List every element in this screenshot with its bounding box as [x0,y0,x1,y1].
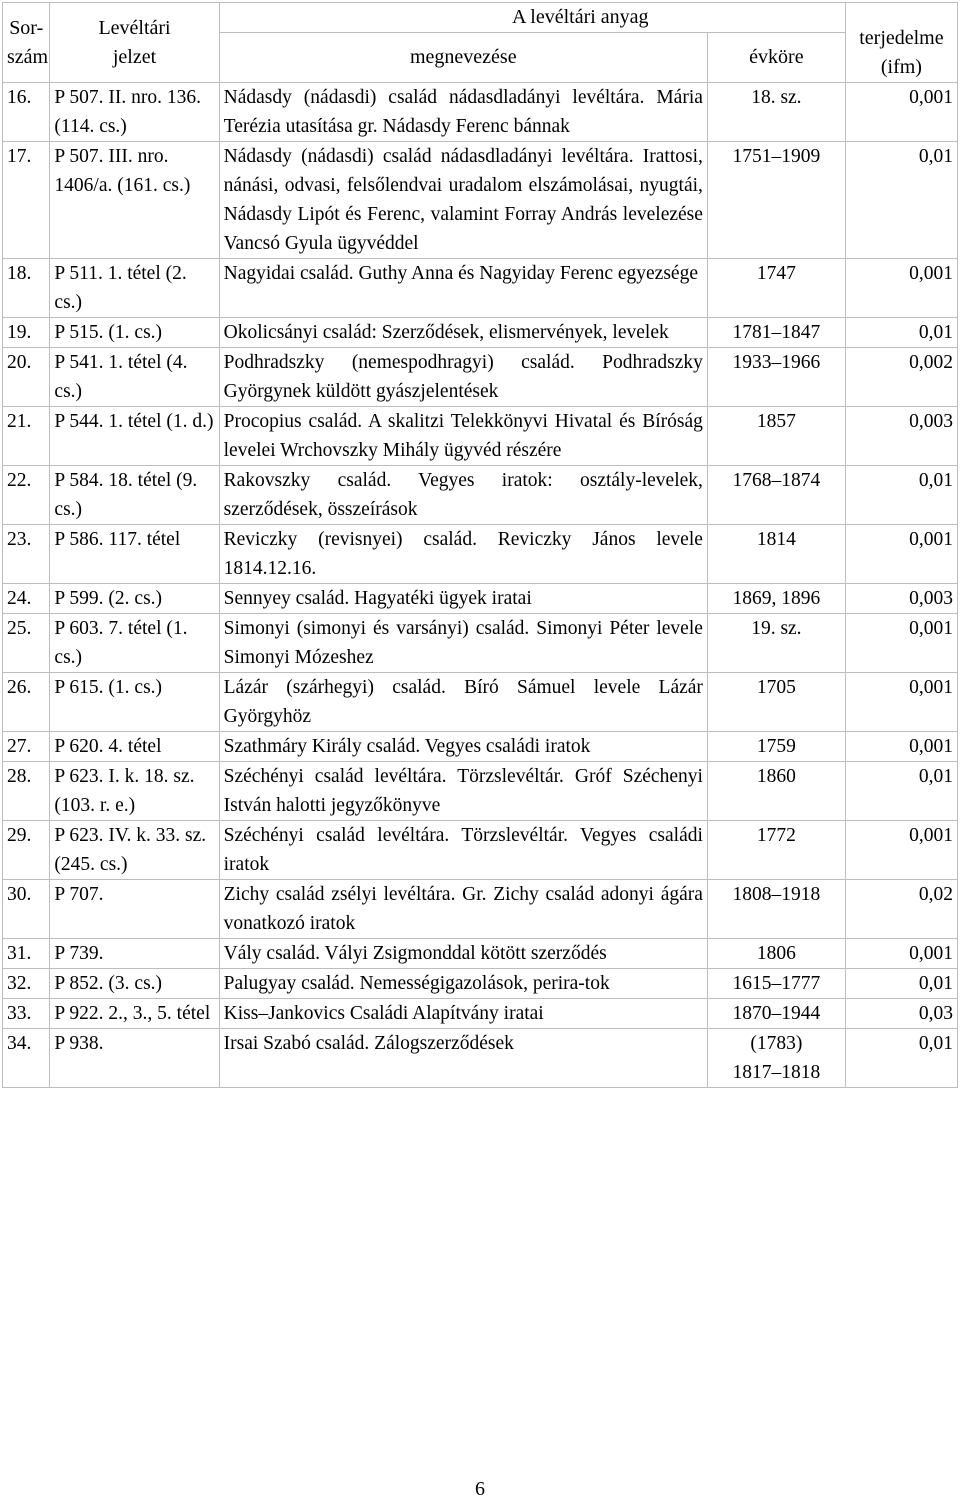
header-years: évköre [707,33,845,83]
table-row [3,969,958,999]
table-row [3,466,958,525]
date-range: 1808–1918 [707,880,845,939]
material-name: Rakovszky család. Vegyes iratok: osztály-levelek, szerződések, összeírások [219,466,707,525]
date-range: 1869, 1896 [707,584,845,614]
material-name: Okolicsányi család: Szerződések, elismervények, levelek [219,318,707,348]
extent-ifm: 0,001 [845,939,957,969]
extent-ifm: 0,003 [845,407,957,466]
material-name: Palugyay család. Nemességigazolások, perira-tok [219,969,707,999]
extent-ifm: 0,01 [845,762,957,821]
archive-reference: P 511. 1. tétel (2. cs.) [50,259,219,318]
row-number: 28. [3,762,50,821]
table-row [3,83,958,142]
extent-ifm: 0,01 [845,466,957,525]
table-row [3,880,958,939]
table-row [3,939,958,969]
row-number: 20. [3,348,50,407]
extent-ifm: 0,01 [845,142,957,259]
table-row [3,999,958,1029]
date-range: 1705 [707,673,845,732]
row-number: 33. [3,999,50,1029]
extent-ifm: 0,01 [845,1029,957,1088]
date-range: 1615–1777 [707,969,845,999]
table-row [3,1029,958,1088]
material-name: Reviczky (revisnyei) család. Reviczky János levele 1814.12.16. [219,525,707,584]
archive-reference: P 515. (1. cs.) [50,318,219,348]
row-number: 26. [3,673,50,732]
header-group: A levéltári anyag [219,3,845,33]
material-name: Irsai Szabó család. Zálogszerződések [219,1029,707,1088]
row-number: 18. [3,259,50,318]
extent-ifm: 0,001 [845,821,957,880]
material-name: Széchényi család levéltára. Törzslevéltár. Vegyes családi iratok [219,821,707,880]
table-row [3,584,958,614]
row-number: 21. [3,407,50,466]
archive-reference: P 739. [50,939,219,969]
page-number: 6 [475,1478,485,1500]
table-row [3,259,958,318]
archive-reference: P 507. II. nro. 136. (114. cs.) [50,83,219,142]
row-number: 24. [3,584,50,614]
table-row [3,821,958,880]
row-number: 22. [3,466,50,525]
row-number: 30. [3,880,50,939]
date-range: 1751–1909 [707,142,845,259]
date-range: 1759 [707,732,845,762]
date-range: 1781–1847 [707,318,845,348]
archive-reference: P 584. 18. tétel (9. cs.) [50,466,219,525]
table-row [3,348,958,407]
table-row [3,673,958,732]
date-range: 1860 [707,762,845,821]
table-row [3,614,958,673]
material-name: Vály család. Vályi Zsigmonddal kötött szerződés [219,939,707,969]
header-name: megnevezése [219,33,707,83]
archive-reference: P 507. III. nro. 1406/a. (161. cs.) [50,142,219,259]
material-name: Nádasdy (nádasdi) család nádasdladányi levéltára. Irattosi, nánási, odvasi, felsőlendvai uradalom elszámolásai, nyugtái, Nádasdy Lipót és Ferenc, valamint Forray András levelezése Vancsó Gyula ügyvéddel [219,142,707,259]
extent-ifm: 0,001 [845,525,957,584]
extent-ifm: 0,02 [845,880,957,939]
archive-reference: P 938. [50,1029,219,1088]
material-name: Széchényi család levéltára. Törzslevéltár. Gróf Széchenyi István halotti jegyzőkönyve [219,762,707,821]
archive-reference: P 603. 7. tétel (1. cs.) [50,614,219,673]
date-range: 1933–1966 [707,348,845,407]
date-range: 1857 [707,407,845,466]
row-number: 19. [3,318,50,348]
archive-reference: P 623. I. k. 18. sz. (103. r. e.) [50,762,219,821]
row-number: 32. [3,969,50,999]
extent-ifm: 0,03 [845,999,957,1029]
date-range: 1814 [707,525,845,584]
extent-ifm: 0,002 [845,348,957,407]
date-range: 1772 [707,821,845,880]
date-range: 19. sz. [707,614,845,673]
material-name: Zichy család zsélyi levéltára. Gr. Zichy család adonyi ágára vonatkozó iratok [219,880,707,939]
table-row [3,525,958,584]
extent-ifm: 0,01 [845,318,957,348]
extent-ifm: 0,001 [845,83,957,142]
date-range: 1747 [707,259,845,318]
extent-ifm: 0,001 [845,732,957,762]
material-name: Nagyidai család. Guthy Anna és Nagyiday Ferenc egyezsége [219,259,707,318]
extent-ifm: 0,001 [845,673,957,732]
material-name: Nádasdy (nádasdi) család nádasdladányi levéltára. Mária Terézia utasítása gr. Nádasdy Ferenc bánnak [219,83,707,142]
row-number: 34. [3,1029,50,1088]
archive-reference: P 599. (2. cs.) [50,584,219,614]
archive-reference: P 620. 4. tétel [50,732,219,762]
archive-reference: P 623. IV. k. 33. sz. (245. cs.) [50,821,219,880]
material-name: Simonyi (simonyi és varsányi) család. Simonyi Péter levele Simonyi Mózeshez [219,614,707,673]
archive-reference: P 541. 1. tétel (4. cs.) [50,348,219,407]
header-no: Sor- szám [3,3,50,83]
table-row [3,732,958,762]
table-header [3,3,958,83]
archive-reference: P 586. 117. tétel [50,525,219,584]
archive-reference: P 707. [50,880,219,939]
extent-ifm: 0,01 [845,969,957,999]
date-range: 18. sz. [707,83,845,142]
material-name: Sennyey család. Hagyatéki ügyek iratai [219,584,707,614]
header-ref: Levéltári jelzet [50,3,219,83]
archive-reference: P 852. (3. cs.) [50,969,219,999]
table-row [3,142,958,259]
row-number: 29. [3,821,50,880]
row-number: 27. [3,732,50,762]
date-range: 1806 [707,939,845,969]
archive-table [2,2,958,1088]
archive-reference: P 615. (1. cs.) [50,673,219,732]
row-number: 23. [3,525,50,584]
table-row [3,318,958,348]
extent-ifm: 0,001 [845,259,957,318]
material-name: Podhradszky (nemespodhragyi) család. Podhradszky Györgynek küldött gyászjelentések [219,348,707,407]
archive-reference: P 922. 2., 3., 5. tétel [50,999,219,1029]
header-size: terjedelme (ifm) [845,3,957,83]
material-name: Szathmáry Király család. Vegyes családi iratok [219,732,707,762]
extent-ifm: 0,003 [845,584,957,614]
row-number: 25. [3,614,50,673]
table-row [3,762,958,821]
date-range: (1783) 1817–1818 [707,1029,845,1088]
material-name: Lázár (szárhegyi) család. Bíró Sámuel levele Lázár Györgyhöz [219,673,707,732]
row-number: 16. [3,83,50,142]
row-number: 31. [3,939,50,969]
date-range: 1870–1944 [707,999,845,1029]
archive-reference: P 544. 1. tétel (1. d.) [50,407,219,466]
date-range: 1768–1874 [707,466,845,525]
material-name: Procopius család. A skalitzi Telekkönyvi Hivatal és Bíróság levelei Wrchovszky Mihály ügyvéd részére [219,407,707,466]
table-row [3,407,958,466]
table-body [3,83,958,1088]
material-name: Kiss–Jankovics Családi Alapítvány iratai [219,999,707,1029]
extent-ifm: 0,001 [845,614,957,673]
row-number: 17. [3,142,50,259]
